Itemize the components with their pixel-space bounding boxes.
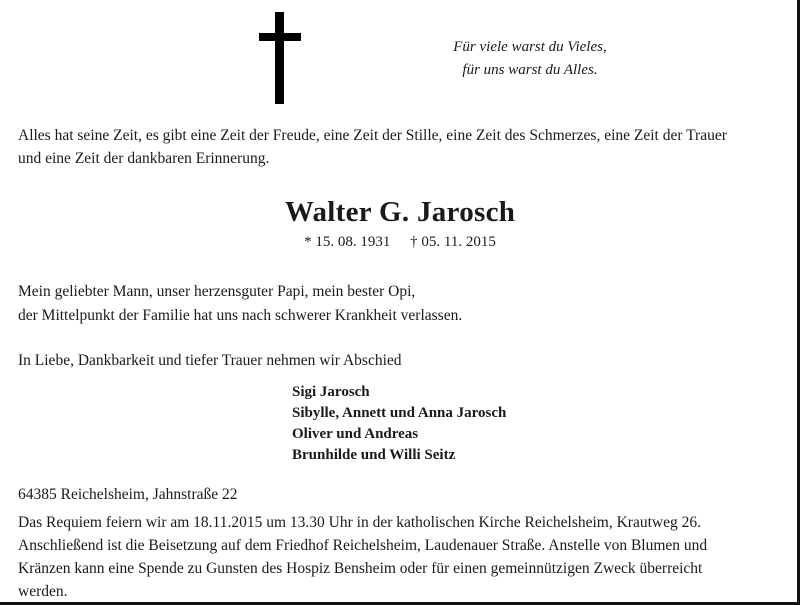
service-line-1: Das Requiem feiern wir am 18.11.2015 um 13.30 Uhr in der katholischen Kirche Reichelsheim, Krautweg 26. [18,514,701,531]
intro-line-2: und eine Zeit der dankbaren Erinnerung. [18,150,270,167]
deceased-name: Walter G. Jarosch [284,196,516,228]
quote-line-2: für uns warst du Alles. [462,62,598,78]
mourner-item: Sibylle, Annett und Anna Jarosch [292,405,507,421]
mourners-list [292,382,692,466]
cross-icon [259,12,301,104]
service-line-4: werden. [18,583,68,600]
service-info [18,511,793,603]
tribute-line-1: Mein geliebter Mann, unser herzensguter Papi, mein bester Opi, [18,283,416,300]
epigraph-quote [420,36,640,82]
family-address: 64385 Reichelsheim, Jahnstraße 22 [18,486,238,503]
tribute-text [18,280,788,328]
mourner-item: Oliver und Andreas [292,426,419,442]
service-line-3: Kränzen kann eine Spende zu Gunsten des Hospiz Bensheim oder für einen gemeinnützigen Zweck überreicht [18,560,703,577]
quote-line-1: Für viele warst du Vieles, [453,39,607,55]
intro-line-1: Alles hat seine Zeit, es gibt eine Zeit der Freude, eine Zeit der Stille, eine Zeit des Schmerzes, eine Zeit der Trauer [18,127,727,144]
farewell-text: In Liebe, Dankbarkeit und tiefer Trauer nehmen wir Abschied [18,352,402,369]
birth-date: * 15. 08. 1931 [304,234,391,250]
mourner-item: Sigi Jarosch [292,384,370,400]
tribute-line-2: der Mittelpunkt der Familie hat uns nach schwerer Krankheit verlassen. [18,307,463,324]
mourner-item: Brunhilde und Willi Seitz [292,447,456,463]
intro-text [18,124,788,170]
service-line-2: Anschließend ist die Beisetzung auf dem Friedhof Reichelsheim, Laudenauer Straße. Anstelle von Blumen und [18,537,708,554]
life-dates [0,234,800,251]
death-date: † 05. 11. 2015 [410,234,496,250]
